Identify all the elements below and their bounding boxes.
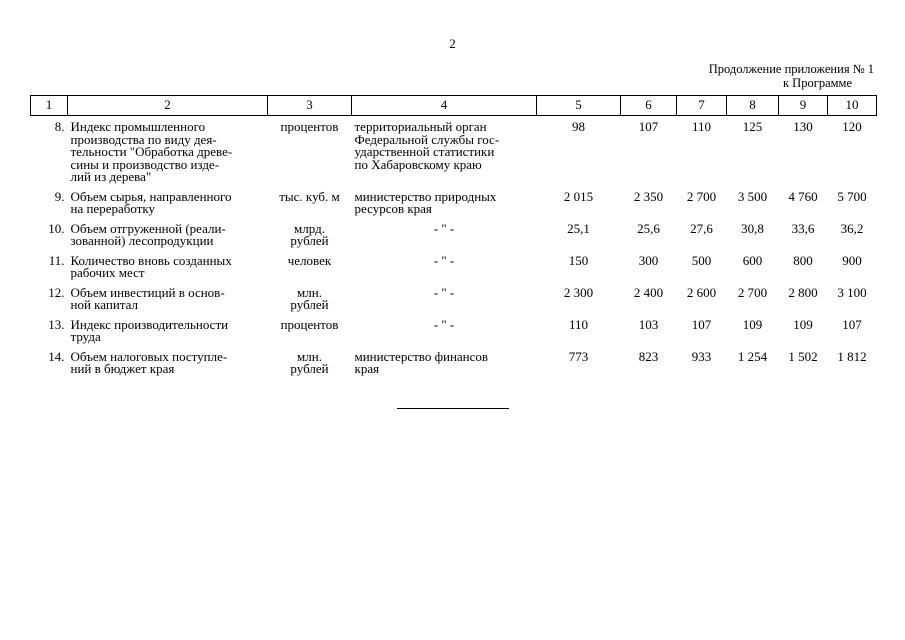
value-cell: 773 xyxy=(568,348,589,364)
header-cell: 7 xyxy=(677,96,727,116)
value-cell: 933 xyxy=(691,348,712,364)
indicator-line: лий из дерева" xyxy=(70,169,152,184)
source-line: ресурсов края xyxy=(354,201,432,216)
indicator-line: производства по виду дея- xyxy=(70,131,217,147)
value-cell: 110 xyxy=(691,119,712,134)
header-cell: 6 xyxy=(621,96,677,116)
row-number: 14. xyxy=(48,348,65,364)
header-cell: 4 xyxy=(352,96,537,116)
indicator-cell xyxy=(68,316,268,351)
indicators-table xyxy=(30,95,877,383)
value-cell: 5 700 xyxy=(837,188,867,204)
row-number: 13. xyxy=(48,316,65,332)
unit-line: рублей xyxy=(290,233,329,248)
value-cell: 107 xyxy=(638,119,659,134)
indicator-line: на переработку xyxy=(70,201,155,216)
header-cell: 2 xyxy=(68,96,268,116)
indicator-line: Объем отгруженной (реали- xyxy=(70,220,226,236)
appendix-line-1: Продолжение приложения № 1 xyxy=(708,62,874,76)
header-cell: 9 xyxy=(779,96,828,116)
header-cell: 1 xyxy=(31,96,68,116)
source-line: - " - xyxy=(433,316,455,332)
value-cell: 103 xyxy=(638,316,659,332)
row-number: 11. xyxy=(48,252,65,268)
source-line: Федеральной службы гос- xyxy=(354,131,500,147)
value-cell: 25,6 xyxy=(637,220,660,236)
value-cell: 3 100 xyxy=(837,284,867,300)
table-row xyxy=(31,287,877,319)
unit-cell xyxy=(268,348,352,383)
indicator-cell xyxy=(68,220,268,255)
source-line: территориальный орган xyxy=(354,119,487,134)
unit-line: рублей xyxy=(290,361,329,376)
unit-line: процентов xyxy=(280,119,339,134)
unit-cell xyxy=(268,116,352,191)
unit-line: процентов xyxy=(280,316,339,332)
header-cell: 8 xyxy=(727,96,779,116)
row-number: 12. xyxy=(48,284,65,300)
unit-line: млн. xyxy=(297,284,322,300)
value-cell: 109 xyxy=(793,316,813,332)
row-number: 9. xyxy=(54,188,65,204)
source-cell xyxy=(352,348,537,383)
header-cell: 5 xyxy=(537,96,621,116)
source-line: - " - xyxy=(433,284,455,300)
indicator-line: Объем инвестиций в основ- xyxy=(70,284,225,300)
value-cell: 107 xyxy=(842,316,862,332)
unit-line: человек xyxy=(287,252,332,268)
indicator-line: Количество вновь созданных xyxy=(70,252,232,268)
appendix-caption xyxy=(709,62,874,90)
indicator-cell xyxy=(68,188,268,223)
table-header-row xyxy=(31,96,877,116)
source-cell xyxy=(352,316,537,351)
value-cell: 2 400 xyxy=(633,284,664,300)
indicator-line: Объем сырья, направленного xyxy=(70,188,232,204)
value-cell: 150 xyxy=(568,252,589,268)
value-cell: 1 254 xyxy=(737,348,768,364)
table-row xyxy=(31,191,877,223)
header-cell: 3 xyxy=(268,96,352,116)
value-cell: 800 xyxy=(793,252,813,268)
page-number: 2 xyxy=(449,36,456,51)
source-line: ударственной статистики xyxy=(354,144,495,159)
row-number: 8. xyxy=(54,119,65,134)
source-line: по Хабаровскому краю xyxy=(354,156,482,172)
table-row xyxy=(31,319,877,351)
unit-cell xyxy=(268,316,352,351)
indicator-cell xyxy=(68,252,268,287)
source-line: края xyxy=(354,361,380,376)
value-cell: 36,2 xyxy=(840,220,864,236)
value-cell: 1 502 xyxy=(788,348,818,364)
appendix-line-2: к Программе xyxy=(782,76,852,90)
value-cell: 823 xyxy=(638,348,659,364)
value-cell: 900 xyxy=(842,252,862,268)
indicator-line: сины и производство изде- xyxy=(70,156,220,172)
indicator-line: зованной) лесопродукции xyxy=(70,233,214,248)
value-cell: 98 xyxy=(572,119,585,134)
indicator-cell xyxy=(68,116,268,191)
indicator-line: труда xyxy=(70,329,101,344)
indicator-line: Объем налоговых поступле- xyxy=(70,348,228,364)
value-cell: 109 xyxy=(742,316,763,332)
unit-line: тыс. куб. м xyxy=(279,188,340,204)
value-cell: 1 812 xyxy=(837,348,867,364)
source-cell xyxy=(352,252,537,287)
value-cell: 130 xyxy=(793,119,813,134)
unit-line: рублей xyxy=(290,297,329,312)
source-cell xyxy=(352,220,537,255)
value-cell: 2 300 xyxy=(563,284,594,300)
value-cell: 2 600 xyxy=(686,284,717,300)
unit-cell xyxy=(268,188,352,223)
unit-line: млрд. xyxy=(294,220,325,236)
indicator-cell xyxy=(68,284,268,319)
indicator-line: тельности "Обработка древе- xyxy=(70,144,233,159)
value-cell: 3 500 xyxy=(737,188,768,204)
value-cell: 2 700 xyxy=(737,284,768,300)
value-cell: 30,8 xyxy=(741,220,764,236)
table-row xyxy=(31,255,877,287)
source-line: министерство финансов xyxy=(354,348,489,364)
table-row xyxy=(31,116,877,191)
value-cell: 500 xyxy=(691,252,712,268)
indicator-line: рабочих мест xyxy=(70,265,145,280)
source-cell xyxy=(352,188,537,223)
source-line: министерство природных xyxy=(354,188,497,204)
value-cell: 2 350 xyxy=(633,188,664,204)
table-row xyxy=(31,351,877,383)
value-cell: 25,1 xyxy=(567,220,590,236)
value-cell: 2 015 xyxy=(563,188,594,204)
value-cell: 125 xyxy=(742,119,763,134)
value-cell: 27,6 xyxy=(690,220,713,236)
indicator-line: ной капитал xyxy=(70,297,139,312)
indicator-line: Индекс производительности xyxy=(70,316,229,332)
value-cell: 300 xyxy=(638,252,659,268)
unit-cell xyxy=(268,284,352,319)
header-cell: 10 xyxy=(828,96,877,116)
value-cell: 2 700 xyxy=(686,188,717,204)
row-number: 10. xyxy=(48,220,65,236)
indicator-cell xyxy=(68,348,268,383)
value-cell: 4 760 xyxy=(788,188,818,204)
unit-cell xyxy=(268,252,352,287)
indicator-line: ний в бюджет края xyxy=(70,361,175,376)
source-line: - " - xyxy=(433,220,455,236)
unit-line: млн. xyxy=(297,348,322,364)
unit-cell xyxy=(268,220,352,255)
source-cell xyxy=(352,284,537,319)
indicator-line: Индекс промышленного xyxy=(70,119,206,134)
value-cell: 33,6 xyxy=(791,220,815,236)
value-cell: 120 xyxy=(842,119,862,134)
value-cell: 600 xyxy=(742,252,763,268)
table-row xyxy=(31,223,877,255)
value-cell: 107 xyxy=(691,316,712,332)
value-cell: 2 800 xyxy=(788,284,818,300)
value-cell: 110 xyxy=(568,316,589,332)
source-line: - " - xyxy=(433,252,455,268)
source-cell xyxy=(352,116,537,191)
end-rule xyxy=(397,408,509,409)
